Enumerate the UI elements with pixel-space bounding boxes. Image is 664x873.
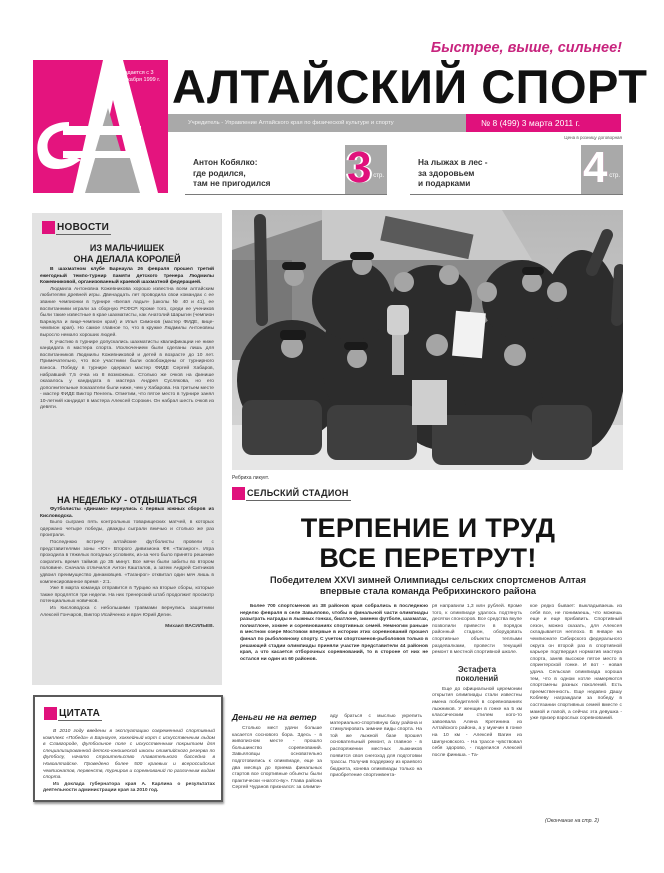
teaser-page-3[interactable]	[185, 145, 387, 195]
article-headline: ИЗ МАЛЬЧИШЕК ОНА ДЕЛАЛА КОРОЛЕЙ	[73, 243, 181, 264]
teaser-text: Антон Кобялко: где родился, там не пригодился	[193, 157, 271, 188]
page-digit: 3	[347, 143, 372, 192]
news-article-chess	[40, 243, 214, 412]
main-article-lead: Более 700 спортсменов из 38 районов края собрались в последнюю неделю февраля в селе Завьялово, чтобы в финальной части олимпиады разыграть награды в лыжных гонках, биатлоне, зимнем футболе, шахматах, полиатлоне, хоккее и соревнованиях спортивных семей. Немногим раньше в местном озере Мостовом впервые в истории этих соревнований прошел финал по рыболовному спорту. С учетом спортсменов-рыболовов только в решающей стадии олимпиады приняли участие представители 44 районов края, а что касается отборочных соревнований, то в стороне от них не остался ни один из 60 районов.	[240, 604, 428, 662]
page-number-badge	[581, 145, 623, 194]
rubric-square-icon	[232, 487, 245, 500]
issue-number: № 8 (499) 3 марта 2011 г.	[466, 114, 621, 132]
rubric-news: НОВОСТИ	[42, 220, 111, 235]
rubric-village-stadium: СЕЛЬСКИЙ СТАДИОН	[232, 486, 351, 501]
slogan: Быстрее, выше, сильнее!	[430, 40, 622, 56]
newspaper-title: АЛТАЙСКИЙ СПОРТ	[172, 60, 648, 113]
teaser-text: На лыжах в лес - за здоровьем и подарками	[418, 157, 488, 188]
article-column-2: аду браться с мыслью укрепить материально-спортивную базу района и стимулировать зимние виды спорта. На той же лыжной базе прошел основательный ремонт, а главное - в распоряжении местных лыжников появится своя снегоход для подготовки трассы. Получив поддержку из краевого бюджета, конева олимпиады только на приобретение спортинвента-	[330, 714, 422, 779]
founder-line: Учредитель - Управление Алтайского края по физической культуре и спорту	[168, 114, 468, 132]
quote-source: Из доклада губернатора края А. Карлина о результатах деятельности администрации края за 2010 год.	[43, 781, 215, 794]
page-label: стр.	[373, 173, 384, 179]
news-section	[32, 213, 222, 685]
rubric-square-icon	[44, 707, 57, 720]
article-body: Футболисты «Динамо» вернулись с первых южных сборов из Кисловодска. Было сыграно пять контрольных товарищеских матчей, в которых одержано четыре победы, дважды сыграли вничью и столько же раз проиграли. Последнюю встречу алтайские футболисты провели с представителями зоны «Юг» Второго дивизиона ФК «Таганрог». Игра проходила в тяжелых погодных условиях, из-за чего было принято решение сократить время таймов до 35 минут. Все мячи были забиты во втором половине. Сначала отличился Антон Кашталов, а затем Андрей Ситников удвоил преимущество динамовцев. «Таганрог» отквитал один мяч лишь в компенсированное время - 2:1. Уже 8 марта команда отправится в Турцию на вторые сборы, которые также продлятся три недели. На них тренерский штаб продолжит просмотр потенциальных новичков. Из Кисловодска с небольшими травмами вернулись защитники Алексей Гончаров, Виктор Исайченко и врач Юрий Дегин. Михаил ВАСИЛЬЕВ.	[40, 507, 214, 630]
page-label: стр.	[609, 173, 620, 179]
photo-image	[232, 210, 623, 470]
photo-caption: Ребриха ликует.	[232, 475, 270, 481]
published-since: Издается с 3 декабря 1999 г.	[121, 70, 161, 83]
article-author: Михаил ВАСИЛЬЕВ.	[165, 624, 214, 630]
main-headline: ТЕРПЕНИЕ И ТРУД ВСЕ ПЕРЕТРУТ!	[300, 513, 556, 573]
page-number-badge	[345, 145, 387, 194]
continued-note: (Окончание на стр. 2)	[545, 818, 600, 824]
news-article-football	[40, 495, 214, 631]
article-column-1: Деньги не на ветер Столько мест удачи больше касается соснового бора. Здесь - в живописном месте - прошло большинство соревнований. Завьяловцы основательно подготовились к олимпиаде, еще за два месяца до приема финальных стартов все спортивные объекты были практически «нагото-ву». Глава района Сергей Чуданов признался: за олимпи-	[232, 712, 322, 791]
team-photo	[232, 210, 623, 470]
subtitle-relay: Эстафета поколений	[455, 664, 499, 684]
article-column-4: кое редко бывает: выкладываешь из себя все, не понимаешь, что можешь еще и еще прибавить. Спортивный сезон, можно сказать, для Алексея складывается неплохо. В январе на чемпионате Сибирского федерального округа он второй раз в спортивной карьере подтвердил норматив мастера спорта, заняв высокое пятое место в спринтерской гонке. И вот - новая удача. Сельская олимпиада хороша тем, что в одном котле намеряются спортсмены разных поколений. Есть преемственность. Еще недавно Дашу Кобяеву награждали за победу в состязании спортивных семей вместе с мамой и папой, а сейчас эта девушка - уже призер взрослых соревнований.	[530, 604, 622, 722]
article-column-3: ря направили 1,3 млн рублей. Кроме того, к олимпиаде удалось подтянуть десятки спонсоров. Все средства вкупе позволили привести в порядок районный стадион, оборудовать спортивные объекты теплыми раздевалками, провести текущий ремонт в местной спортивной школе. Эстафета поколений Еще до официальной церемонии открытия олимпиады стали известны имена победителей в соревнованиях лыжников. У женщин в гонке на 5 км классическим стилем кого-то завоевала Алена Кретинина из Алтайского района, а у мужчин в гонке на 10 км - Алексей Вагин из Шипуновского. - На трассе чувствовал себя здорово, - поделился Алексей после финиша. - Та-	[432, 604, 522, 758]
main-subheadline: Победителем XXVI зимней Олимпиады сельских спортсменов Алтая впервые стала команда Ребрихинского района	[269, 575, 587, 596]
rubric-quote: ЦИТАТА	[44, 706, 102, 721]
quote-text: В 2010 году введены в эксплуатацию современный спортивный комплекс «Победа» в Барнауле, хоккейный корт с искусственным льдом в Славгороде, футбольное поле с искусственным покрытием для специализированной детско-юношеской школы олимпийского резерва по футболу, начато строительство плавательного бассейна в Новоалтайске. Проведено более 500 краевых и всероссийских чемпионатов, первенств, турниров и соревнований по различным видам спорта. Из доклада губернатора края А. Карлина о результатах деятельности администрации края за 2010 год.	[43, 729, 215, 794]
quote-section	[33, 695, 223, 802]
rubric-square-icon	[42, 221, 55, 234]
price-note: Цена в розницу договорная	[564, 135, 622, 140]
page-digit: 4	[583, 143, 608, 192]
subtitle-money: Деньги не на ветер	[232, 712, 317, 722]
article-body: В шахматном клубе Барнаула 26 февраля прошел третий ежегодный темпо-турнир памяти детского тренера Людмилы Кожевниковой, организованный краевой шахматной федерацией. Людмила Антоновна Кожевникова хорошо известна всем алтайским любителям древней игры. Двенадцать лет проводила свои командах с ее звание чемпионки в турнире «Белая ладья» (школы № 40 и 41), ее воспитанники играли за сборную РСФСР. Кроме того, среди ее учеников были такие известные в крае шахматисты, как Анатолий Шарыгин (чемпион Барнаула и вице-чемпион края) и Илья Симонов (мастер ФИДЕ, вице-чемпион края). Но самое главное то, что в кружке Людмилы Антоновны выросло немало хороших людей. К участию в турнире допускались шахматисты квалификации не ниже кандидата в мастера спорта. Исключением были сделаны лишь для воспитанников Людмилы Кожевниковой и детей в возрасте до 10 лет. Примечательно, что все участники были освобождены от турнирного взноса. Победу в турнире одержал мастер ФИДЕ Сергей Хабаров, набравший 7,5 очка из 8 возможных. Столько же очков на финише оказалось у кандидата в мастера Андрея Суслякова, но его дополнительные показатели были ниже, чем у Хабарова. На третьем месте - мастер ФИДЕ Виктор Пенгель. Отметим, что пятое место в турнире занял 10-летний кандидат в мастера Алексей Сорокин. Он набрал шесть очков из девяти.	[40, 267, 214, 411]
teaser-page-4[interactable]	[410, 145, 623, 195]
newspaper-logo	[33, 60, 168, 193]
article-headline: НА НЕДЕЛЬКУ - ОТДЫШАТЬСЯ	[57, 495, 197, 505]
